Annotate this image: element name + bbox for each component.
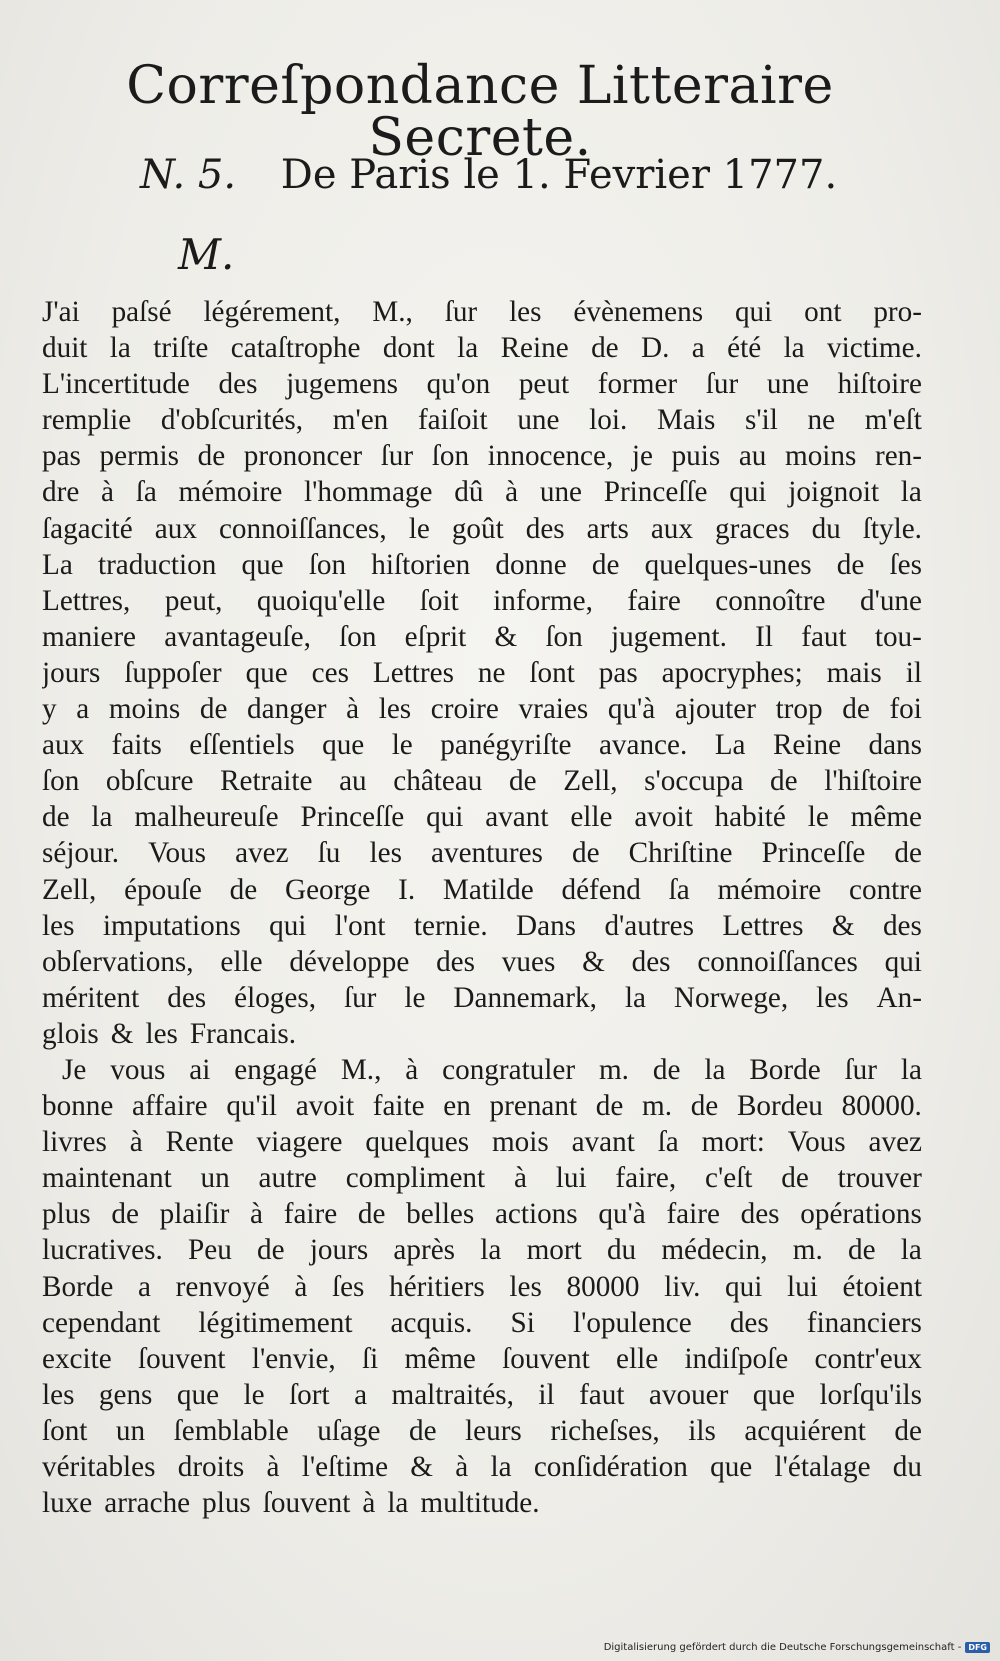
text-line: ſagacité aux connoiſſances, le goût des arts aux graces du ſtyle.: [42, 512, 922, 545]
text-line: de la malheureuſe Princeſſe qui avant elle avoit habité le même: [42, 801, 922, 834]
text-line: La traduction que ſon hiſtorien donne de quelques-unes de ſes: [42, 548, 922, 581]
text-line: séjour. Vous avez ſu les aventures de Chriſtine Princeſſe de: [42, 837, 922, 870]
text-line: J'ai paſsé légérement, M., ſur les évènemens qui ont pro-: [42, 296, 922, 328]
text-line: luxe arrache plus ſouvent à la multitude.: [42, 1487, 540, 1520]
text-line: pas permis de prononcer ſur ſon innocence, je puis au moins ren-: [42, 440, 922, 473]
text-line: remplie d'obſcurités, m'en faiſoit une loi. Mais s'il ne m'eſt: [42, 404, 922, 437]
text-line: ſont un ſemblable uſage de leurs richeſses, ils acquiérent de: [42, 1414, 922, 1447]
text-line: aux faits eſſentiels que le panégyriſte avance. La Reine dans: [42, 729, 922, 762]
salutation: M.: [178, 230, 235, 279]
text-line: maintenant un autre compliment à lui faire, c'eſt de trouver: [42, 1162, 922, 1195]
text-line: Borde a renvoyé à ſes héritiers les 80000 liv. qui lui étoient: [42, 1270, 922, 1303]
text-line: Lettres, peut, quoiqu'elle ſoit informe, faire connoître d'une: [42, 584, 922, 617]
text-line: duit la triſte cataſtrophe dont la Reine de D. a été la victime.: [42, 332, 922, 365]
text-line: maniere avantageuſe, ſon eſprit & ſon jugement. Il faut tou-: [42, 620, 922, 653]
digitization-credit: [604, 1642, 990, 1653]
date-text: De Paris le 1. Fevrier 1777.: [280, 152, 838, 198]
text-line: y a moins de danger à les croire vraies qu'à ajouter trop de foi: [42, 693, 922, 726]
text-line: bonne affaire qu'il avoit faite en prenant de m. de Bordeu 80000.: [42, 1090, 922, 1123]
text-line: Je vous ai engagé M., à congratuler m. de la Borde ſur la: [62, 1053, 922, 1086]
text-line: glois & les Francais.: [42, 1017, 297, 1050]
text-line: véritables droits à l'eſtime & à la conſidération que l'étalage du: [42, 1451, 922, 1483]
text-line: obſervations, elle développe des vues & des connoiſſances qui: [42, 945, 922, 978]
text-line: cependant légitimement acquis. Si l'opulence des financiers: [42, 1306, 922, 1339]
text-line: lucratives. Peu de jours après la mort du médecin, m. de la: [42, 1234, 922, 1267]
text-line: les imputations qui l'ont ternie. Dans d'autres Lettres & des: [42, 909, 922, 942]
text-line: Zell, épouſe de George I. Matilde défend ſa mémoire contre: [42, 873, 922, 906]
text-line: jours ſuppoſer que ces Lettres ne ſont pas apocryphes; mais il: [42, 656, 922, 689]
text-line: les gens que le ſort a maltraités, il faut avouer que lorſqu'ils: [42, 1378, 922, 1411]
dfg-logo-icon: DFG: [965, 1642, 990, 1653]
paragraph-1: [42, 294, 922, 1052]
text-line: livres à Rente viagere quelques mois avant ſa mort: Vous avez: [42, 1126, 922, 1159]
page-title: Correſpondance Litteraire Secrete.: [126, 56, 834, 168]
text-line: plus de plaiſir à faire de belles actions qu'à faire des opérations: [42, 1198, 922, 1231]
body-text: [42, 294, 922, 1521]
credit-text: Digitalisierung gefördert durch die Deutsche Forschungsgemeinschaft -: [603, 1642, 962, 1653]
text-line: L'incertitude des jugemens qu'on peut former ſur une hiſtoire: [42, 368, 922, 401]
paragraph-2: [42, 1052, 922, 1521]
dateline: [140, 152, 900, 198]
text-line: méritent des éloges, ſur le Dannemark, la Norwege, les An-: [42, 981, 922, 1014]
text-line: excite ſouvent l'envie, ſi même ſouvent elle indiſpoſe contr'eux: [42, 1342, 922, 1375]
text-line: ſon obſcure Retraite au château de Zell, s'occupa de l'hiſtoire: [42, 765, 922, 798]
issue-number: N. 5.: [140, 152, 237, 198]
text-line: dre à ſa mémoire l'hommage dû à une Princeſſe qui joignoit la: [42, 476, 922, 509]
